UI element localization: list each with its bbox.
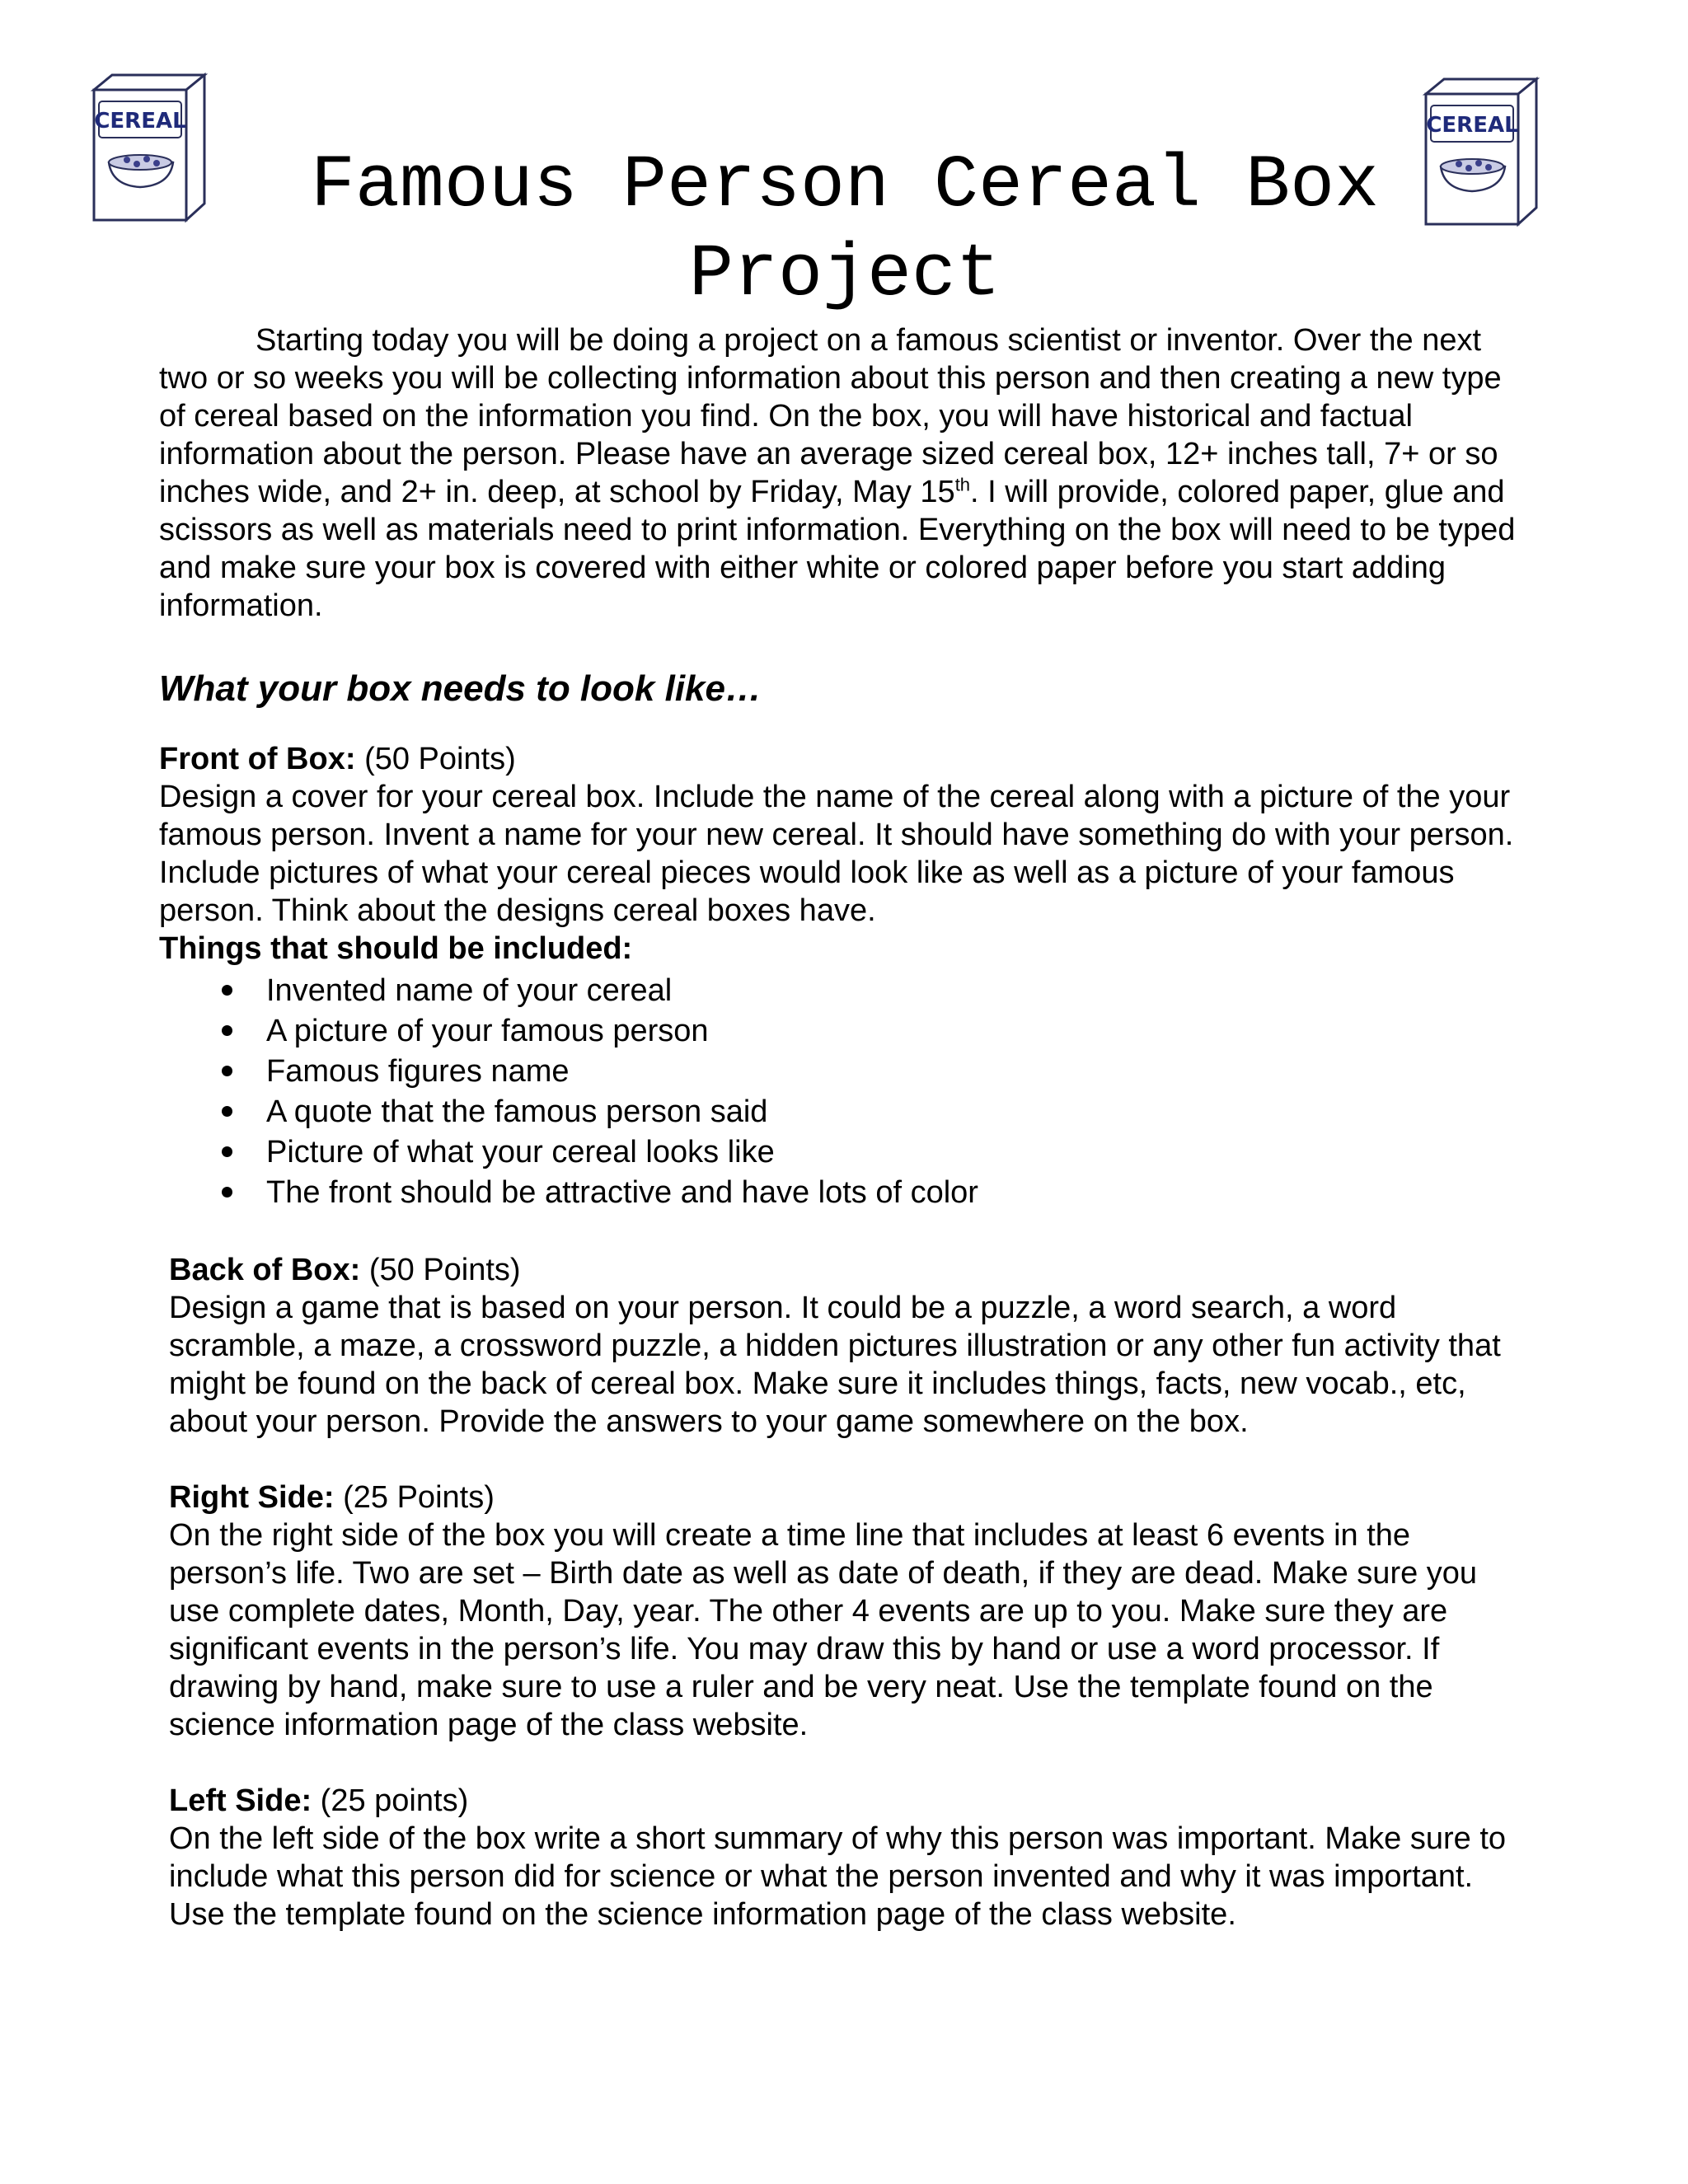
- back-of-box-label: Back of Box:: [169, 1253, 361, 1287]
- list-item: [159, 971, 1519, 1011]
- list-item-text: Famous figures name: [266, 1054, 570, 1089]
- right-side-label: Right Side:: [169, 1480, 335, 1515]
- right-side-points: (25 Points): [334, 1480, 495, 1515]
- left-side-description: On the left side of the box write a short summary of why this person was important. Make sure to include what this person did for science or what the person invented and why it was important. Use the template found on the science information page of the class website.: [169, 1821, 1507, 1932]
- bullet-icon: [222, 1146, 232, 1157]
- intro-text-continued: . I will provide, colored paper, glue and scissors as well as materials need to print information. Everything on the box will need to be typed and make sure your box is covered with either white or colored paper before you start adding information.: [159, 475, 1516, 623]
- left-side-label: Left Side:: [169, 1783, 312, 1818]
- front-of-box-description: Design a cover for your cereal box. Include the name of the cereal along with a picture of the your famous person. Invent a name for your new cereal. It should have something do with your person. Include pictures of what your cereal pieces would look like as well as a picture of your famous person. Think about the designs cereal boxes have.: [159, 780, 1514, 928]
- intro-text: Starting today you will be doing a project on a famous scientist or inventor. Over the next two or so weeks you will be collecting information about this person and then creating a new type of cereal based on the information you find. On the box, you will have historical and factual information about the person. Please have an average sized cereal box, 12+ inches tall, 7+ or so inches wide, and 2+ in. deep, at school by Friday, May 15: [159, 323, 1502, 509]
- list-item-text: A quote that the famous person said: [266, 1094, 768, 1129]
- left-side-points: (25 points): [312, 1783, 469, 1818]
- page-title-line-2: Project: [688, 233, 1001, 317]
- cereal-label: CEREAL: [94, 109, 186, 134]
- list-item-text: Picture of what your cereal looks like: [266, 1135, 775, 1169]
- right-side-title: [169, 1479, 1519, 1516]
- left-side-title: [169, 1782, 1519, 1820]
- right-side-description: On the right side of the box you will create a time line that includes at least 6 events in the person’s life. Two are set – Birth date as well as date of death, if they are dead. Make sure you use complete dates, Month, Day, year. The other 4 events are up to you. Make sure they are significant events in the person’s life. You may draw this by hand or use a word processor. If drawing by hand, make sure to use a ruler and be very neat. Use the template found on the science information page of the class website.: [169, 1518, 1478, 1742]
- list-item: [159, 1132, 1519, 1173]
- back-of-box-description: Design a game that is based on your person. It could be a puzzle, a word search, a word scramble, a maze, a crossword puzzle, a hidden pictures illustration or any other fun activity that might be found on the back of cereal box. Make sure it includes things, facts, new vocab., etc, about your person. Provide the answers to your game somewhere on the box.: [169, 1291, 1501, 1439]
- front-of-box-points: (50 Points): [355, 742, 516, 776]
- list-item: [159, 1011, 1519, 1052]
- bullet-icon: [222, 1025, 232, 1036]
- list-item: [159, 1052, 1519, 1092]
- bullet-icon: [222, 1066, 232, 1076]
- front-of-box-title: [159, 740, 1519, 778]
- page-title: [206, 142, 1484, 320]
- back-of-box-section: [159, 1251, 1519, 1441]
- front-of-box-label: Front of Box:: [159, 742, 356, 776]
- box-requirements-heading: What your box needs to look like…: [159, 668, 762, 709]
- left-side-section: [159, 1782, 1519, 1933]
- list-item-text: Invented name of your cereal: [266, 973, 673, 1008]
- page-title-line-1: Famous Person Cereal Box: [310, 144, 1380, 228]
- intro-paragraph: [159, 321, 1519, 625]
- list-item-text: The front should be attractive and have lots of color: [266, 1175, 978, 1210]
- included-items-list: [159, 971, 1519, 1213]
- list-item: [159, 1173, 1519, 1213]
- intro-superscript: th: [954, 474, 971, 495]
- included-items-heading: Things that should be included:: [159, 931, 633, 966]
- bullet-icon: [222, 1106, 232, 1117]
- back-of-box-title: [169, 1251, 1519, 1289]
- cereal-box-icon: [87, 72, 211, 224]
- list-item: [159, 1092, 1519, 1132]
- bullet-icon: [222, 985, 232, 996]
- bullet-icon: [222, 1187, 232, 1197]
- right-side-section: [159, 1479, 1519, 1744]
- document-body: [159, 321, 1519, 1933]
- cereal-label: CEREAL: [1426, 113, 1518, 138]
- back-of-box-points: (50 Points): [360, 1253, 521, 1287]
- list-item-text: A picture of your famous person: [266, 1014, 709, 1048]
- front-of-box-section: [159, 740, 1519, 1213]
